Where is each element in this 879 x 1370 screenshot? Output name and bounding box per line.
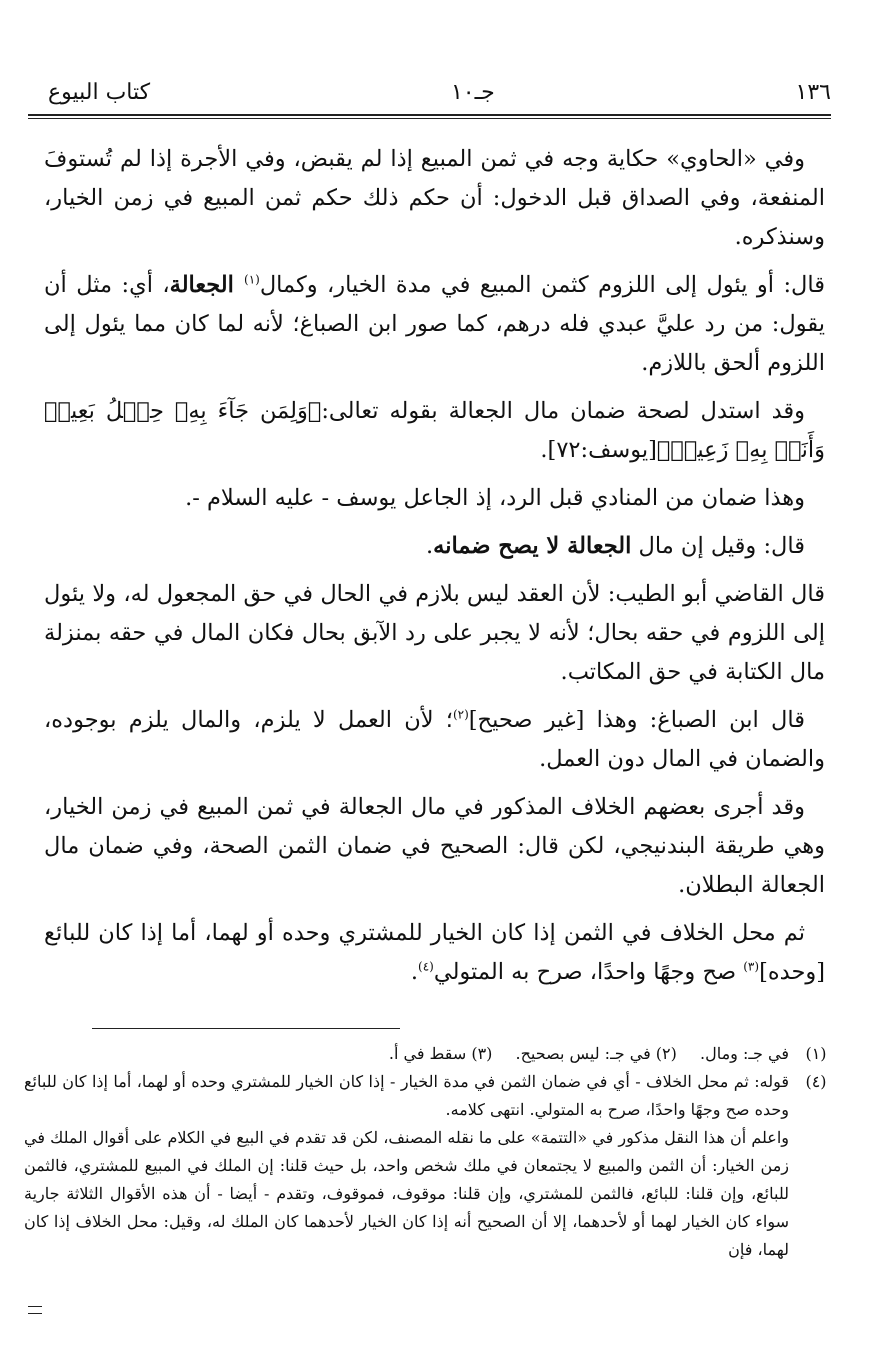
text-run: قال ابن الصباغ: وهذا [غير صحيح] xyxy=(468,707,805,733)
header-rule-thin xyxy=(28,118,831,119)
footnote-item: (٣) سقط في أ. xyxy=(388,1044,493,1063)
paragraph xyxy=(44,266,825,383)
paragraph: قال القاضي أبو الطيب: لأن العقد ليس بلازم في الحال في حق المجعول له، ولا يئول إلى اللزوم في حقه بحال؛ لأنه لا يجبر على رد الآبق بحال فكان المال في حقه بمنزلة مال الكتابة في حق المكاتب. xyxy=(44,581,825,685)
text-run: قال: أو يئول إلى اللزوم كثمن المبيع في مدة الخيار، وكمال xyxy=(259,272,826,298)
footnote-ref: (١) xyxy=(244,272,260,287)
bold-term: الجعالة لا يصح ضمانه xyxy=(433,533,632,559)
header-rule xyxy=(28,114,831,116)
footnotes xyxy=(24,1040,833,1264)
text-run: صح وجهًا واحدًا، صرح به المتولي xyxy=(433,959,744,985)
paragraph: وقد أجرى بعضهم الخلاف المذكور في مال الجعالة في ثمن المبيع في زمن الخيار، وهي طريقة البندنيجي، لكن قال: الصحيح في ضمان الثمن الصحة، وفي ضمان مال الجعالة البطلان. xyxy=(44,794,825,898)
bold-term: الجعالة xyxy=(169,272,244,298)
footnote-ref: (٢) xyxy=(452,707,469,722)
paragraph xyxy=(44,701,825,779)
footnote-ref: (٣) xyxy=(743,959,760,974)
text-run: . xyxy=(410,959,418,985)
footnote-item: (٢) في جـ: ليس بصحيح. xyxy=(515,1044,677,1063)
footnote-number: (٤) xyxy=(805,1072,827,1091)
page-number: ١٣٦ xyxy=(795,79,831,105)
footnote-number: (١) xyxy=(805,1044,827,1063)
paragraph: وفي «الحاوي» حكاية وجه في ثمن المبيع إذا لم يقبض، وفي الأجرة إذا لم تُستوفَ المنفعة، وفي الصداق قبل الدخول: أن حكم ذلك حكم ثمن المبيع في زمن الخيار، وسنذكره. xyxy=(44,146,825,250)
text-run: قال: وقيل إن مال xyxy=(631,533,805,559)
main-text xyxy=(44,140,825,1001)
footnote xyxy=(24,1040,833,1068)
footnote-text xyxy=(24,1068,789,1264)
paragraph xyxy=(44,527,825,566)
paragraph: وقد استدل لصحة ضمان مال الجعالة بقوله تعالى:﴿وَلِمَن جَآءَ بِهِۦ حِمۡلُ بَعِيرٖ وَأَنَا۠ بِهِۦ زَعِيمٞ﴾[يوسف:٧٢]. xyxy=(44,398,825,463)
footnote-ref: (٤) xyxy=(418,959,434,974)
continuation-mark xyxy=(28,1306,42,1314)
text-run: ، أي: مثل أن يقول: من رد عليَّ عبدي فله درهم، كما صور ابن الصباغ؛ لأنه لما كان مما يئول إلى اللزوم ألحق باللازم. xyxy=(44,272,825,376)
footnote-paragraph: واعلم أن هذا النقل مذكور في «التتمة» على ما نقله المصنف، لكن قد تقدم في البيع في الكلام على أقوال الملك في زمن الخيار: أن الثمن والمبيع لا يجتمعان في ملك شخص واحد، بل حيث قلنا: إن الملك في المبيع للمشتري، فالثمن للبائع، وإن قلنا: للبائع، فالثمن للمشتري، وإن قلنا: موقوف، فموقوف، وتقدم - أيضا - أن هذه الأقوال الثلاثة جارية سواء كان الخيار لهما أو لأحدهما، إلا أن الصحيح أنه إذا كان الخيار لأحدهما كان الملك له، وقيل: محل الخلاف إذا كان لهما، فإن xyxy=(24,1128,789,1259)
paragraph: وهذا ضمان من المنادي قبل الرد، إذ الجاعل يوسف - عليه السلام -. xyxy=(185,485,805,511)
footnote-item: في جـ: ومال. xyxy=(699,1044,789,1063)
book-title: كتاب البيوع xyxy=(48,79,151,105)
page-header xyxy=(48,72,831,112)
footnote-text xyxy=(24,1040,789,1068)
text-run: ؛ لأن العمل لا يلزم، والمال يلزم بوجوده، والضمان في المال دون العمل. xyxy=(44,707,825,772)
text-run: . xyxy=(426,533,434,559)
footnote xyxy=(24,1068,833,1264)
paragraph xyxy=(44,914,825,992)
footnote-paragraph: قوله: ثم محل الخلاف - أي في ضمان الثمن في مدة الخيار - إذا كان الخيار للمشتري وحده أو لهما، أما إذا كان للبائع وحده صح وجهًا واحدًا، صرح به المتولي. انتهى كلامه. xyxy=(24,1072,789,1119)
volume-label: جـ١٠ xyxy=(450,79,495,105)
text-run: ثم محل الخلاف في الثمن إذا كان الخيار للمشتري وحده أو لهما، أما إذا كان للبائع [وحده] xyxy=(44,920,825,985)
footnote-separator xyxy=(92,1028,400,1029)
